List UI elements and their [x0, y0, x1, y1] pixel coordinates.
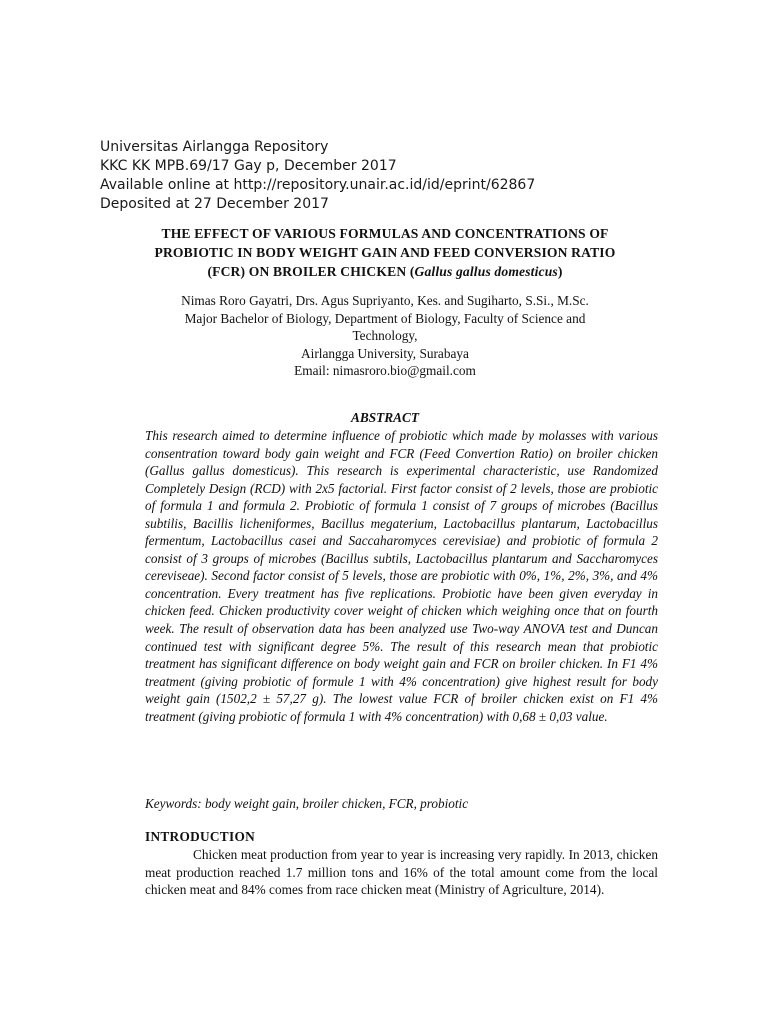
repository-code: KKC KK MPB.69/17 Gay p, December 2017: [100, 158, 397, 174]
abstract-body: This research aimed to determine influence of probiotic which made by molasses with various consentration toward body gain weight and FCR (Feed Convertion Ratio) on broiler chicken (Gallus gallus domesticus). This research is experimental characteristic, use Randomized Completely Design (RCD) with 2x5 factorial. First factor consist of 2 levels, those are probiotic of formula 1 and formula 2. Probiotic of formula 1 consist of 7 groups of microbes (Bacillus subtilis, Bacillis licheniformes, Bacillus megaterium, Lactobacillus plantarum, Lactobacillus fermentum, Lactobacillus casei and Saccaharomyces cerevisiae) and probiotic of formula 2 consist of 3 groups of microbes (Bacillus subtils, Lactobacillus plantarum and Saccharomyces cereviseae). Second factor consist of 5 levels, those are probiotic with 0%, 1%, 2%, 3%, and 4% concentration. Every treatment has five replications. Probiotic have been given everyday in chicken feed. Chicken productivity cover weight of chicken which weighing once that on fourth week. The result of observation data has been analyzed use Two-way ANOVA test and Duncan continued test with significant degree 5%. The result of this research mean that probiotic treatment has significant difference on body weight gain and FCR on broiler chicken. In F1 4% treatment (giving probiotic of formule 1 with 4% concentration) give highest result for body weight gain (1502,2 ± 57,27 g). The lowest value FCR of broiler chicken exist on F1 4% treatment (giving probiotic of formula 1 with 4% concentration) with 0,68 ± 0,03 value.: [145, 428, 658, 724]
repository-url: Available online at http://repository.unair.ac.id/id/eprint/62867: [100, 177, 536, 193]
paper-title-close: ): [557, 264, 563, 279]
repository-name: Universitas Airlangga Repository: [100, 139, 329, 155]
paper-title: [140, 224, 630, 281]
affiliation-line-1: Major Bachelor of Biology, Department of Biology, Faculty of Science and: [184, 310, 586, 326]
affiliation-line-2: Technology,: [352, 328, 418, 343]
introduction-body: Chicken meat production from year to year is increasing very rapidly. In 2013, chicken meat production reached 1.7 million tons and 16% of the total amount come from the local chicken meat and 84% comes from race chicken meat (Ministry of Agriculture, 2014).: [145, 847, 658, 897]
keywords: Keywords: body weight gain, broiler chicken, FCR, probiotic: [145, 796, 469, 811]
introduction-heading: INTRODUCTION: [145, 829, 255, 844]
author-names: Nimas Roro Gayatri, Drs. Agus Supriyanto, Kes. and Sugiharto, S.Si., M.Sc.: [181, 293, 589, 308]
paper-title-species: Gallus gallus domesticus: [414, 264, 558, 279]
paper-title-main: THE EFFECT OF VARIOUS FORMULAS AND CONCENTRATIONS OF PROBIOTIC IN BODY WEIGHT GAIN AND FEED CONVERSION RATIO (FCR) ON BROILER CHICKEN (: [154, 226, 616, 279]
abstract-heading: ABSTRACT: [351, 410, 419, 425]
repository-header: [100, 138, 660, 214]
affiliation-line-3: Airlangga University, Surabaya: [301, 345, 469, 361]
author-block: [150, 292, 620, 380]
repository-deposit-date: Deposited at 27 December 2017: [100, 196, 329, 212]
author-email: Email: nimasroro.bio@gmail.com: [294, 363, 476, 378]
